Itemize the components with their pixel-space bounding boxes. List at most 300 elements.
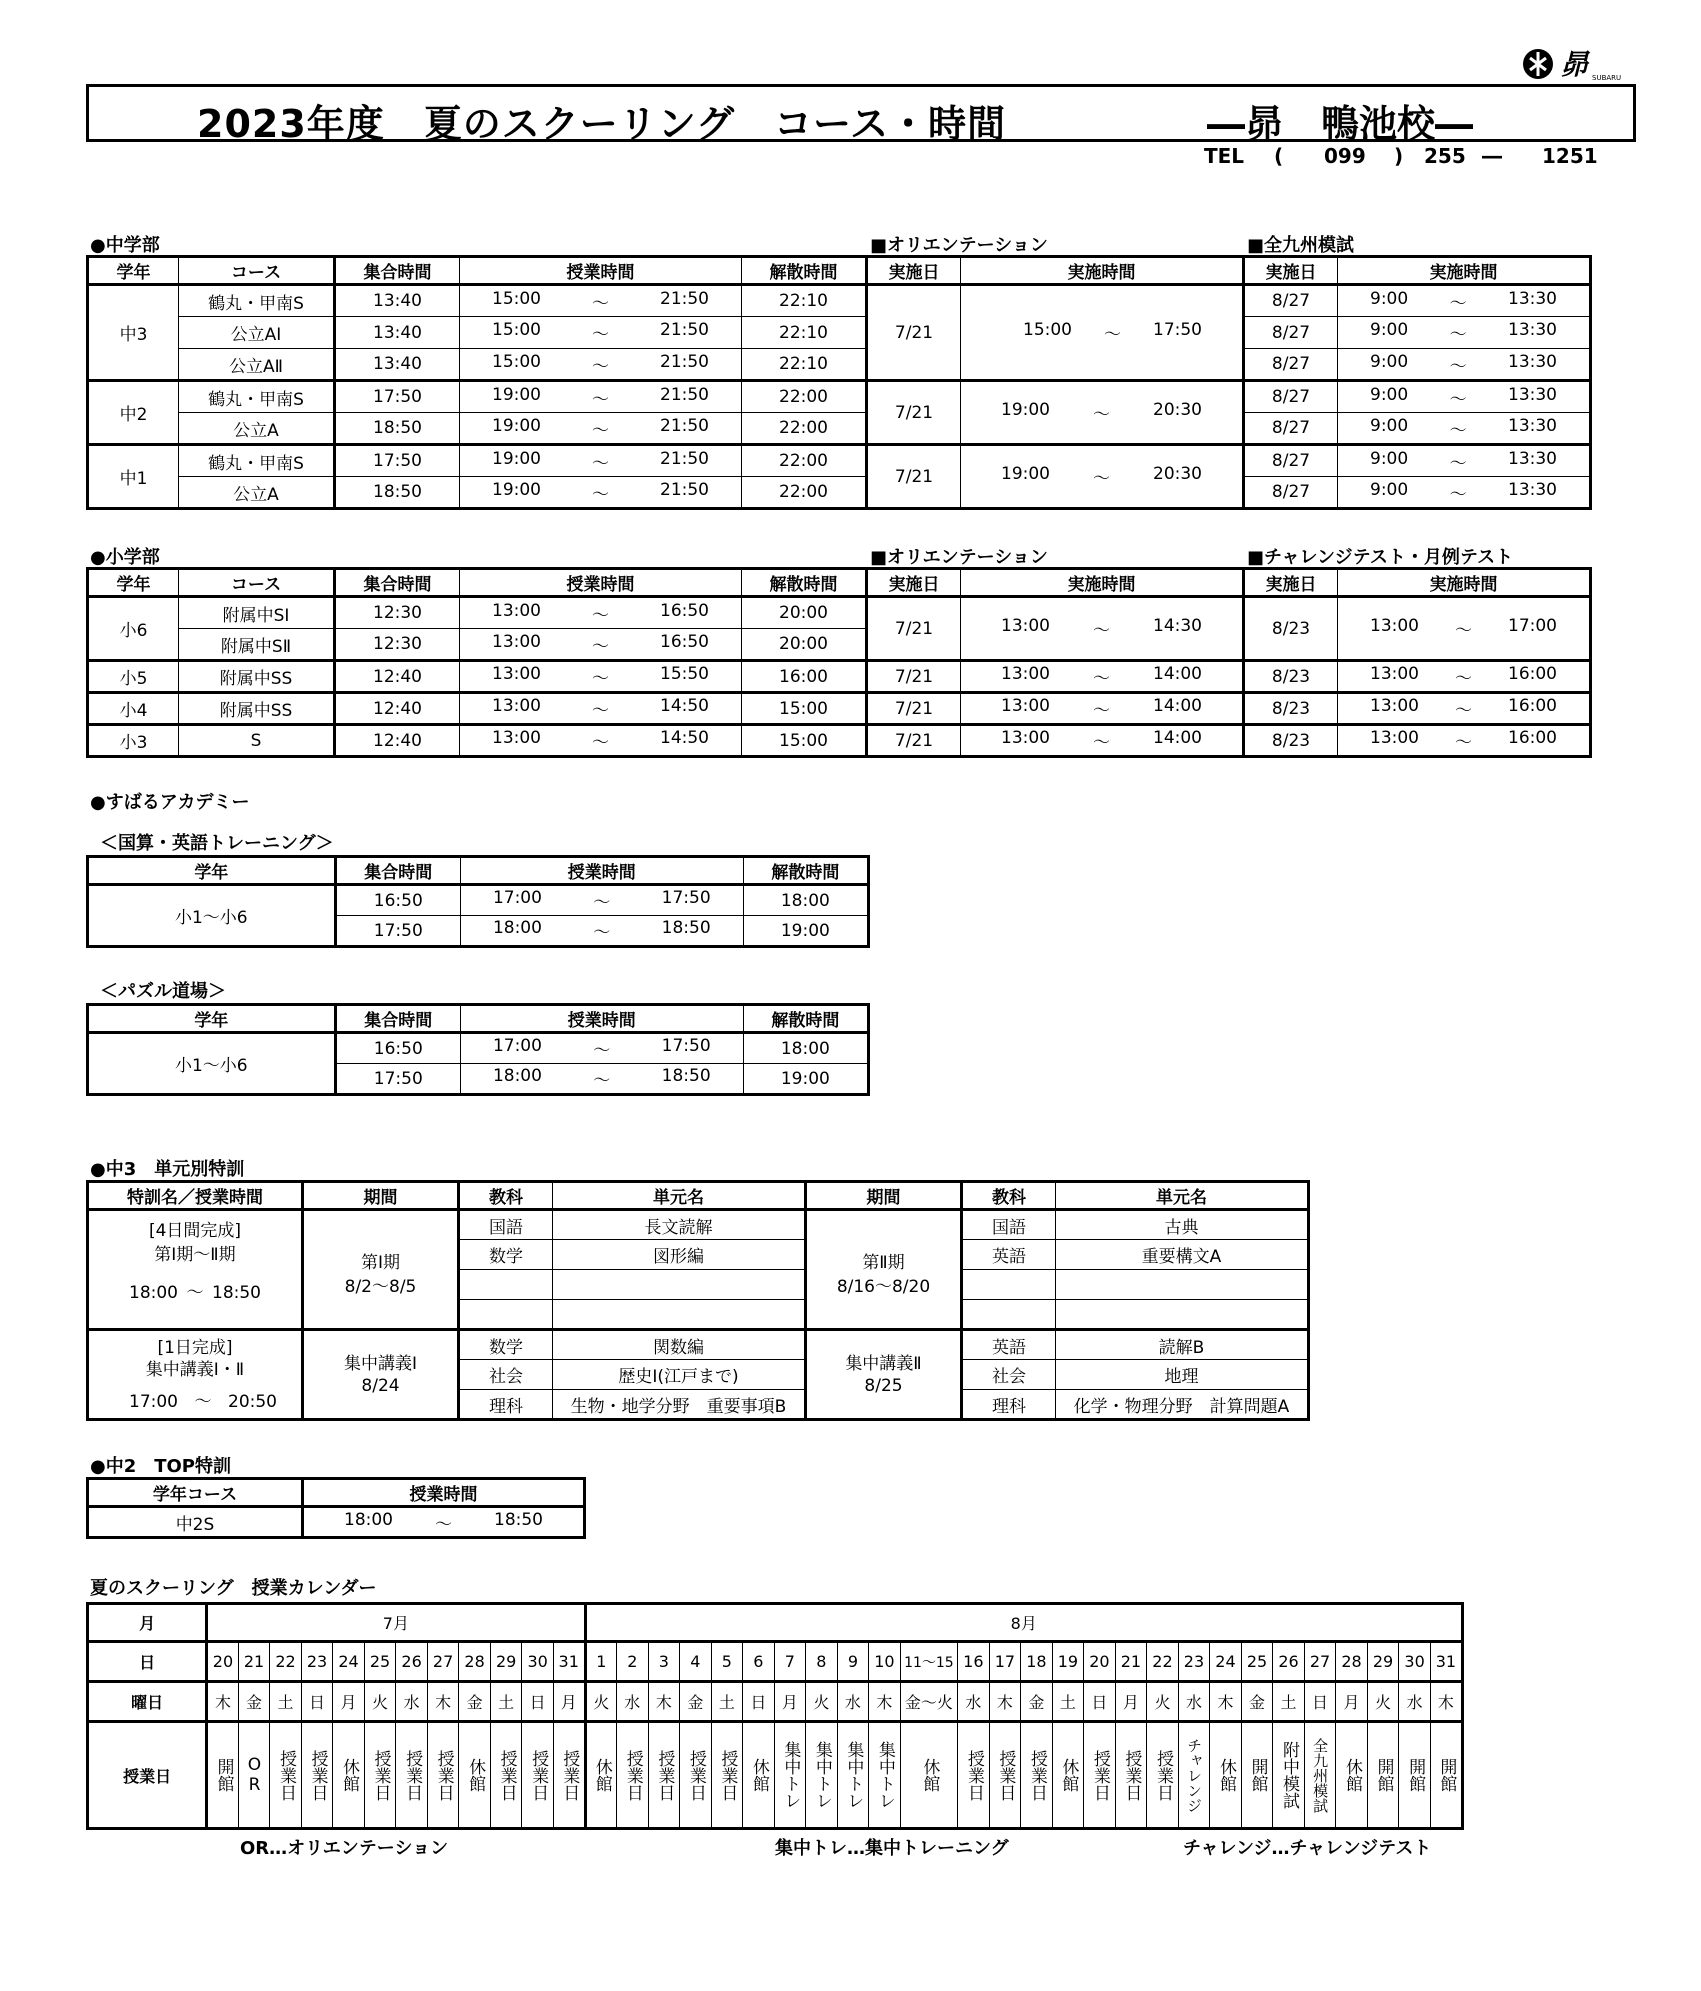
elementary-test-label: ■チャレンジテスト・月例テスト bbox=[1247, 547, 1514, 568]
table-row bbox=[88, 445, 1591, 477]
calendar-weekday-cell: 火 bbox=[806, 1682, 838, 1722]
calendar-day-cell: 11～15 bbox=[900, 1642, 957, 1682]
dismiss-cell: 19:00 bbox=[743, 1064, 868, 1095]
row-label-status: 授業日 bbox=[88, 1722, 207, 1829]
calendar-day-row bbox=[88, 1642, 1463, 1682]
top-table bbox=[86, 1477, 586, 1539]
test-date-cell: 8/23 bbox=[1244, 661, 1338, 693]
grade-cell: 小3 bbox=[88, 725, 179, 757]
calendar-status-cell: チャレンジ bbox=[1178, 1722, 1210, 1829]
calendar-weekday-cell: 木 bbox=[869, 1682, 901, 1722]
academy-label: ●すばるアカデミー bbox=[90, 792, 250, 813]
calendar-weekday-cell: 月 bbox=[553, 1682, 585, 1722]
table-row bbox=[88, 597, 1591, 629]
calendar-status-cell: 開館 bbox=[1241, 1722, 1273, 1829]
or-time-cell: 13:00 ～ 14:30 bbox=[961, 597, 1244, 661]
course-cell: 附属中SS bbox=[179, 661, 335, 693]
unit-cell: 歴史Ⅰ(江戸まで) bbox=[553, 1360, 806, 1390]
calendar-day-cell: 25 bbox=[364, 1642, 396, 1682]
calendar-status-cell: OR bbox=[238, 1722, 270, 1829]
tokkun-block2-name: [1日完成] 集中講義Ⅰ・Ⅱ 17:00 ～ 20:50 bbox=[88, 1330, 303, 1420]
table-row bbox=[88, 1210, 1309, 1240]
class-time-cell: 18:00 ～ 18:50 bbox=[460, 916, 743, 947]
tokkun-period3: 集中講義Ⅰ 8/24 bbox=[303, 1330, 459, 1420]
calendar-weekday-cell: 月 bbox=[774, 1682, 806, 1722]
calendar-day-cell: 28 bbox=[459, 1642, 491, 1682]
header-course: コース bbox=[179, 569, 335, 597]
course-cell: 公立AⅠ bbox=[179, 317, 335, 349]
calendar-weekday-cell: 水 bbox=[837, 1682, 869, 1722]
row-label-day: 日 bbox=[88, 1642, 207, 1682]
header-course: コース bbox=[179, 257, 335, 285]
calendar-weekday-cell: 木 bbox=[1210, 1682, 1242, 1722]
header-or-time: 実施時間 bbox=[961, 569, 1244, 597]
course-cell: 公立A bbox=[179, 413, 335, 445]
header-unit: 単元名 bbox=[553, 1182, 806, 1210]
kokusan-label: ＜国算・英語トレーニング＞ bbox=[100, 833, 334, 854]
table-row bbox=[88, 349, 1591, 381]
gather-cell: 13:40 bbox=[335, 317, 460, 349]
header-mock-date: 実施日 bbox=[1244, 257, 1338, 285]
calendar-weekday-cell: 金 bbox=[459, 1682, 491, 1722]
calendar-status-cell: 授業日 bbox=[301, 1722, 333, 1829]
calendar-status-cell: 開館 bbox=[1430, 1722, 1462, 1829]
unit-cell: 古典 bbox=[1056, 1210, 1309, 1240]
calendar-day-cell: 27 bbox=[427, 1642, 459, 1682]
title-box bbox=[86, 84, 1636, 146]
class-time-cell: 15:00 ～ 21:50 bbox=[460, 285, 742, 317]
calendar-status-cell: 授業日 bbox=[364, 1722, 396, 1829]
mock-time-cell: 9:00 ～ 13:30 bbox=[1338, 285, 1591, 317]
calendar-day-cell: 4 bbox=[680, 1642, 712, 1682]
course-cell: 公立A bbox=[179, 477, 335, 509]
calendar-weekday-cell: 金 bbox=[238, 1682, 270, 1722]
grade-cell: 小4 bbox=[88, 693, 179, 725]
page-title: 2023年度 夏のスクーリング コース・時間 bbox=[197, 102, 1007, 146]
puzzle-label: ＜パズル道場＞ bbox=[100, 981, 226, 1002]
grade-cell: 小1～小6 bbox=[88, 885, 336, 947]
subject-cell bbox=[459, 1300, 553, 1330]
legend-challenge: チャレンジ…チャレンジテスト bbox=[1183, 1838, 1432, 1859]
gather-cell: 17:50 bbox=[335, 381, 460, 413]
gather-cell: 12:40 bbox=[335, 693, 460, 725]
header-dismiss: 解散時間 bbox=[742, 569, 867, 597]
course-cell: 鶴丸・甲南S bbox=[179, 381, 335, 413]
class-time-cell: 17:00 ～ 17:50 bbox=[460, 885, 743, 916]
calendar-weekday-cell: 木 bbox=[1430, 1682, 1462, 1722]
unit-cell: 生物・地学分野 重要事項B bbox=[553, 1390, 806, 1420]
class-time-cell: 19:00 ～ 21:50 bbox=[460, 381, 742, 413]
elementary-table bbox=[86, 567, 1592, 758]
tel-mid: 255 bbox=[1424, 144, 1466, 168]
subject-cell: 理科 bbox=[962, 1390, 1056, 1420]
dismiss-cell: 22:10 bbox=[742, 285, 867, 317]
calendar-day-cell: 26 bbox=[396, 1642, 428, 1682]
mock-date-cell: 8/27 bbox=[1244, 445, 1338, 477]
or-date-cell: 7/21 bbox=[867, 445, 961, 509]
elementary-label: ●小学部 bbox=[90, 547, 160, 568]
test-time-cell: 13:00 ～ 17:00 bbox=[1338, 597, 1591, 661]
grade-cell: 小6 bbox=[88, 597, 179, 661]
test-date-cell: 8/23 bbox=[1244, 725, 1338, 757]
dismiss-cell: 22:00 bbox=[742, 381, 867, 413]
calendar-day-cell: 18 bbox=[1021, 1642, 1053, 1682]
calendar-weekday-cell: 月 bbox=[1115, 1682, 1147, 1722]
calendar-label: 夏のスクーリング 授業カレンダー bbox=[90, 1578, 377, 1599]
calendar-weekday-row bbox=[88, 1682, 1463, 1722]
calendar-weekday-cell: 木 bbox=[648, 1682, 680, 1722]
mock-time-cell: 9:00 ～ 13:30 bbox=[1338, 413, 1591, 445]
dismiss-cell: 15:00 bbox=[742, 725, 867, 757]
or-date-cell: 7/21 bbox=[867, 381, 961, 445]
or-time-cell: 19:00 ～ 20:30 bbox=[961, 381, 1244, 445]
mock-time-cell: 9:00 ～ 13:30 bbox=[1338, 445, 1591, 477]
calendar-status-cell: 集中トレ bbox=[869, 1722, 901, 1829]
calendar-status-cell: 休館 bbox=[1052, 1722, 1084, 1829]
or-date-cell: 7/21 bbox=[867, 661, 961, 693]
calendar-weekday-cell: 土 bbox=[1273, 1682, 1305, 1722]
calendar-weekday-cell: 金 bbox=[680, 1682, 712, 1722]
class-time-cell: 19:00 ～ 21:50 bbox=[460, 413, 742, 445]
class-time-cell: 19:00 ～ 21:50 bbox=[460, 477, 742, 509]
header-dismiss: 解散時間 bbox=[743, 857, 868, 885]
gather-cell: 18:50 bbox=[335, 477, 460, 509]
calendar-day-cell: 20 bbox=[207, 1642, 239, 1682]
header-period: 期間 bbox=[806, 1182, 962, 1210]
calendar-day-cell: 29 bbox=[1367, 1642, 1399, 1682]
calendar-weekday-cell: 土 bbox=[711, 1682, 743, 1722]
calendar-table bbox=[86, 1602, 1464, 1830]
calendar-day-cell: 30 bbox=[522, 1642, 554, 1682]
svg-text:昴: 昴 bbox=[1560, 48, 1589, 81]
calendar-day-cell: 22 bbox=[270, 1642, 302, 1682]
calendar-day-cell: 7 bbox=[774, 1642, 806, 1682]
grade-cell: 小1～小6 bbox=[88, 1033, 336, 1095]
header-grade: 学年 bbox=[88, 1005, 336, 1033]
calendar-weekday-cell: 日 bbox=[1304, 1682, 1336, 1722]
calendar-status-cell: 授業日 bbox=[958, 1722, 990, 1829]
calendar-weekday-cell: 水 bbox=[1399, 1682, 1431, 1722]
calendar-weekday-cell: 水 bbox=[958, 1682, 990, 1722]
header-class-time: 授業時間 bbox=[460, 1005, 743, 1033]
mock-date-cell: 8/27 bbox=[1244, 317, 1338, 349]
tokkun-period4: 集中講義Ⅱ 8/25 bbox=[806, 1330, 962, 1420]
tokkun-block1-name: [4日間完成] 第Ⅰ期～Ⅱ期 18:00 ～ 18:50 bbox=[88, 1210, 303, 1330]
calendar-weekday-cell: 火 bbox=[585, 1682, 617, 1722]
or-time-cell: 19:00 ～ 20:30 bbox=[961, 445, 1244, 509]
table-row bbox=[88, 477, 1591, 509]
table-row bbox=[88, 1330, 1309, 1360]
grade-cell: 中1 bbox=[88, 445, 179, 509]
kokusan-table bbox=[86, 855, 870, 948]
class-time-cell: 17:00 ～ 17:50 bbox=[460, 1033, 743, 1064]
elementary-header-row bbox=[88, 569, 1591, 597]
mock-date-cell: 8/27 bbox=[1244, 477, 1338, 509]
subaru-logo bbox=[1520, 44, 1640, 84]
calendar-weekday-cell: 火 bbox=[364, 1682, 396, 1722]
calendar-status-cell: 授業日 bbox=[711, 1722, 743, 1829]
calendar-weekday-cell: 水 bbox=[617, 1682, 649, 1722]
table-row bbox=[88, 1033, 869, 1064]
header-grade: 学年 bbox=[88, 857, 336, 885]
or-time-cell: 15:00 ～ 17:50 bbox=[961, 285, 1244, 381]
middle-header-row bbox=[88, 257, 1591, 285]
middle-mock-label: ■全九州模試 bbox=[1247, 235, 1355, 256]
table-row bbox=[88, 381, 1591, 413]
test-date-cell: 8/23 bbox=[1244, 693, 1338, 725]
header-class-time: 授業時間 bbox=[460, 857, 743, 885]
calendar-status-cell: 休館 bbox=[743, 1722, 775, 1829]
unit-cell: 図形編 bbox=[553, 1240, 806, 1270]
calendar-day-cell: 19 bbox=[1052, 1642, 1084, 1682]
or-date-cell: 7/21 bbox=[867, 597, 961, 661]
dismiss-cell: 22:00 bbox=[742, 477, 867, 509]
table-row bbox=[88, 661, 1591, 693]
calendar-weekday-cell: 木 bbox=[427, 1682, 459, 1722]
class-time-cell: 13:00 ～ 15:50 bbox=[460, 661, 742, 693]
header-gather: 集合時間 bbox=[335, 1005, 460, 1033]
dismiss-cell: 22:10 bbox=[742, 317, 867, 349]
legend-shuchu: 集中トレ…集中トレーニング bbox=[775, 1838, 1009, 1859]
calendar-status-cell: 集中トレ bbox=[837, 1722, 869, 1829]
or-date-cell: 7/21 bbox=[867, 725, 961, 757]
dismiss-cell: 22:10 bbox=[742, 349, 867, 381]
header-class-time: 授業時間 bbox=[303, 1479, 585, 1507]
tokkun-period1: 第Ⅰ期 8/2～8/5 bbox=[303, 1210, 459, 1330]
unit-cell: 化学・物理分野 計算問題A bbox=[1056, 1390, 1309, 1420]
header-or-date: 実施日 bbox=[867, 569, 961, 597]
calendar-status-cell: 集中トレ bbox=[774, 1722, 806, 1829]
calendar-day-cell: 22 bbox=[1147, 1642, 1179, 1682]
header-dismiss: 解散時間 bbox=[743, 1005, 868, 1033]
class-time-cell: 13:00 ～ 14:50 bbox=[460, 725, 742, 757]
calendar-status-row bbox=[88, 1722, 1463, 1829]
header-unit: 単元名 bbox=[1056, 1182, 1309, 1210]
header-grade: 学年 bbox=[88, 257, 179, 285]
calendar-status-cell: 授業日 bbox=[1147, 1722, 1179, 1829]
calendar-status-cell: 授業日 bbox=[617, 1722, 649, 1829]
mock-time-cell: 9:00 ～ 13:30 bbox=[1338, 349, 1591, 381]
calendar-status-cell: 授業日 bbox=[490, 1722, 522, 1829]
unit-cell bbox=[553, 1300, 806, 1330]
calendar-status-cell: 休館 bbox=[1210, 1722, 1242, 1829]
subject-cell: 理科 bbox=[459, 1390, 553, 1420]
calendar-status-cell: 授業日 bbox=[989, 1722, 1021, 1829]
header-gather: 集合時間 bbox=[335, 569, 460, 597]
calendar-status-cell: 授業日 bbox=[1021, 1722, 1053, 1829]
calendar-status-cell: 授業日 bbox=[1115, 1722, 1147, 1829]
gather-cell: 18:50 bbox=[335, 413, 460, 445]
calendar-day-cell: 30 bbox=[1399, 1642, 1431, 1682]
table-row bbox=[88, 413, 1591, 445]
calendar-day-cell: 24 bbox=[1210, 1642, 1242, 1682]
subject-cell: 国語 bbox=[459, 1210, 553, 1240]
class-time-cell: 13:00 ～ 16:50 bbox=[460, 629, 742, 661]
calendar-day-cell: 17 bbox=[989, 1642, 1021, 1682]
tel-open: ( bbox=[1274, 144, 1284, 168]
gather-cell: 12:30 bbox=[335, 629, 460, 661]
calendar-day-cell: 9 bbox=[837, 1642, 869, 1682]
top-header-row bbox=[88, 1479, 585, 1507]
subject-cell: 数学 bbox=[459, 1330, 553, 1360]
gather-cell: 16:50 bbox=[335, 1033, 460, 1064]
calendar-status-cell: 授業日 bbox=[1084, 1722, 1116, 1829]
calendar-status-cell: 休館 bbox=[585, 1722, 617, 1829]
gather-cell: 12:30 bbox=[335, 597, 460, 629]
dismiss-cell: 20:00 bbox=[742, 629, 867, 661]
table-row bbox=[88, 693, 1591, 725]
subject-cell bbox=[962, 1270, 1056, 1300]
top-label: ●中2 TOP特訓 bbox=[90, 1456, 232, 1477]
mock-date-cell: 8/27 bbox=[1244, 413, 1338, 445]
header-gather: 集合時間 bbox=[335, 257, 460, 285]
header-subject: 教科 bbox=[962, 1182, 1056, 1210]
calendar-weekday-cell: 土 bbox=[490, 1682, 522, 1722]
subject-cell: 英語 bbox=[962, 1330, 1056, 1360]
course-cell: 鶴丸・甲南S bbox=[179, 285, 335, 317]
mock-date-cell: 8/27 bbox=[1244, 381, 1338, 413]
puzzle-header-row bbox=[88, 1005, 869, 1033]
dismiss-cell: 20:00 bbox=[742, 597, 867, 629]
calendar-day-cell: 3 bbox=[648, 1642, 680, 1682]
calendar-status-cell: 休館 bbox=[1336, 1722, 1368, 1829]
calendar-day-cell: 23 bbox=[1178, 1642, 1210, 1682]
table-row bbox=[88, 885, 869, 916]
calendar-day-cell: 27 bbox=[1304, 1642, 1336, 1682]
calendar-day-cell: 31 bbox=[553, 1642, 585, 1682]
calendar-status-cell: 開館 bbox=[1399, 1722, 1431, 1829]
calendar-weekday-cell: 日 bbox=[743, 1682, 775, 1722]
calendar-day-cell: 25 bbox=[1241, 1642, 1273, 1682]
calendar-weekday-cell: 水 bbox=[396, 1682, 428, 1722]
calendar-status-cell: 授業日 bbox=[522, 1722, 554, 1829]
class-time-cell: 15:00 ～ 21:50 bbox=[460, 317, 742, 349]
unit-cell bbox=[1056, 1300, 1309, 1330]
dismiss-cell: 16:00 bbox=[742, 661, 867, 693]
calendar-day-cell: 20 bbox=[1084, 1642, 1116, 1682]
header-test-date: 実施日 bbox=[1244, 569, 1338, 597]
subject-cell bbox=[459, 1270, 553, 1300]
calendar-status-cell: 休館 bbox=[333, 1722, 365, 1829]
header-grade: 学年 bbox=[88, 569, 179, 597]
calendar-weekday-cell: 金～火 bbox=[900, 1682, 957, 1722]
gather-cell: 13:40 bbox=[335, 285, 460, 317]
calendar-status-cell: 全九州模試 bbox=[1304, 1722, 1336, 1829]
calendar-weekday-cell: 金 bbox=[1021, 1682, 1053, 1722]
calendar-weekday-cell: 火 bbox=[1147, 1682, 1179, 1722]
calendar-day-cell: 31 bbox=[1430, 1642, 1462, 1682]
calendar-weekday-cell: 木 bbox=[989, 1682, 1021, 1722]
gather-cell: 17:50 bbox=[335, 1064, 460, 1095]
tokkun-header-row bbox=[88, 1182, 1309, 1210]
unit-cell: 長文読解 bbox=[553, 1210, 806, 1240]
tel-close: ) bbox=[1394, 144, 1404, 168]
calendar-day-cell: 28 bbox=[1336, 1642, 1368, 1682]
calendar-status-cell: 授業日 bbox=[396, 1722, 428, 1829]
calendar-status-cell: 休館 bbox=[459, 1722, 491, 1829]
or-date-cell: 7/21 bbox=[867, 693, 961, 725]
or-time-cell: 13:00 ～ 14:00 bbox=[961, 725, 1244, 757]
mock-time-cell: 9:00 ～ 13:30 bbox=[1338, 381, 1591, 413]
class-time-cell: 18:00 ～ 18:50 bbox=[460, 1064, 743, 1095]
subject-cell: 数学 bbox=[459, 1240, 553, 1270]
mock-time-cell: 9:00 ～ 13:30 bbox=[1338, 317, 1591, 349]
tel-label: TEL bbox=[1204, 144, 1245, 168]
month-august: 8月 bbox=[585, 1604, 1462, 1642]
mock-date-cell: 8/27 bbox=[1244, 349, 1338, 381]
header-or-time: 実施時間 bbox=[961, 257, 1244, 285]
calendar-status-cell: 授業日 bbox=[427, 1722, 459, 1829]
calendar-status-cell: 休館 bbox=[900, 1722, 957, 1829]
tokkun-label: ●中3 単元別特訓 bbox=[90, 1159, 245, 1180]
test-time-cell: 13:00 ～ 16:00 bbox=[1338, 661, 1591, 693]
test-time-cell: 13:00 ～ 16:00 bbox=[1338, 693, 1591, 725]
class-time-cell: 18:00 ～ 18:50 bbox=[303, 1507, 585, 1538]
course-cell: 鶴丸・甲南S bbox=[179, 445, 335, 477]
class-time-cell: 19:00 ～ 21:50 bbox=[460, 445, 742, 477]
calendar-day-cell: 16 bbox=[958, 1642, 990, 1682]
calendar-day-cell: 21 bbox=[238, 1642, 270, 1682]
class-time-cell: 13:00 ～ 14:50 bbox=[460, 693, 742, 725]
subject-cell: 英語 bbox=[962, 1240, 1056, 1270]
calendar-status-cell: 集中トレ bbox=[806, 1722, 838, 1829]
table-row bbox=[88, 725, 1591, 757]
dismiss-cell: 22:00 bbox=[742, 413, 867, 445]
row-label-month: 月 bbox=[88, 1604, 207, 1642]
dismiss-cell: 15:00 bbox=[742, 693, 867, 725]
mock-time-cell: 9:00 ～ 13:30 bbox=[1338, 477, 1591, 509]
month-july: 7月 bbox=[207, 1604, 585, 1642]
gather-cell: 12:40 bbox=[335, 661, 460, 693]
calendar-day-cell: 26 bbox=[1273, 1642, 1305, 1682]
course-cell: 中2S bbox=[88, 1507, 303, 1538]
school-name: ―昴 鴨池校― bbox=[1207, 102, 1474, 146]
mock-date-cell: 8/27 bbox=[1244, 285, 1338, 317]
course-cell: 公立AⅡ bbox=[179, 349, 335, 381]
grade-cell: 中3 bbox=[88, 285, 179, 381]
tel-line bbox=[1204, 144, 1598, 168]
header-class-time: 授業時間 bbox=[460, 569, 742, 597]
header-period: 期間 bbox=[303, 1182, 459, 1210]
subject-cell bbox=[962, 1300, 1056, 1330]
calendar-weekday-cell: 月 bbox=[333, 1682, 365, 1722]
calendar-status-cell: 開館 bbox=[1367, 1722, 1399, 1829]
gather-cell: 17:50 bbox=[335, 445, 460, 477]
unit-cell: 読解B bbox=[1056, 1330, 1309, 1360]
gather-cell: 12:40 bbox=[335, 725, 460, 757]
unit-cell: 重要構文A bbox=[1056, 1240, 1309, 1270]
subject-cell: 社会 bbox=[459, 1360, 553, 1390]
calendar-weekday-cell: 木 bbox=[207, 1682, 239, 1722]
calendar-weekday-cell: 日 bbox=[1084, 1682, 1116, 1722]
puzzle-table bbox=[86, 1003, 870, 1096]
subject-cell: 国語 bbox=[962, 1210, 1056, 1240]
calendar-weekday-cell: 金 bbox=[1241, 1682, 1273, 1722]
middle-orient-label: ■オリエンテーション bbox=[870, 235, 1048, 256]
or-time-cell: 13:00 ～ 14:00 bbox=[961, 661, 1244, 693]
row-label-weekday: 曜日 bbox=[88, 1682, 207, 1722]
gather-cell: 17:50 bbox=[335, 916, 460, 947]
unit-cell: 地理 bbox=[1056, 1360, 1309, 1390]
calendar-status-cell: 授業日 bbox=[553, 1722, 585, 1829]
table-row bbox=[88, 317, 1591, 349]
test-date-cell: 8/23 bbox=[1244, 597, 1338, 661]
course-cell: 附属中SⅡ bbox=[179, 629, 335, 661]
header-name-time: 特訓名／授業時間 bbox=[88, 1182, 303, 1210]
grade-cell: 中2 bbox=[88, 381, 179, 445]
calendar-status-cell: 授業日 bbox=[270, 1722, 302, 1829]
tel-dash: ― bbox=[1482, 144, 1502, 168]
